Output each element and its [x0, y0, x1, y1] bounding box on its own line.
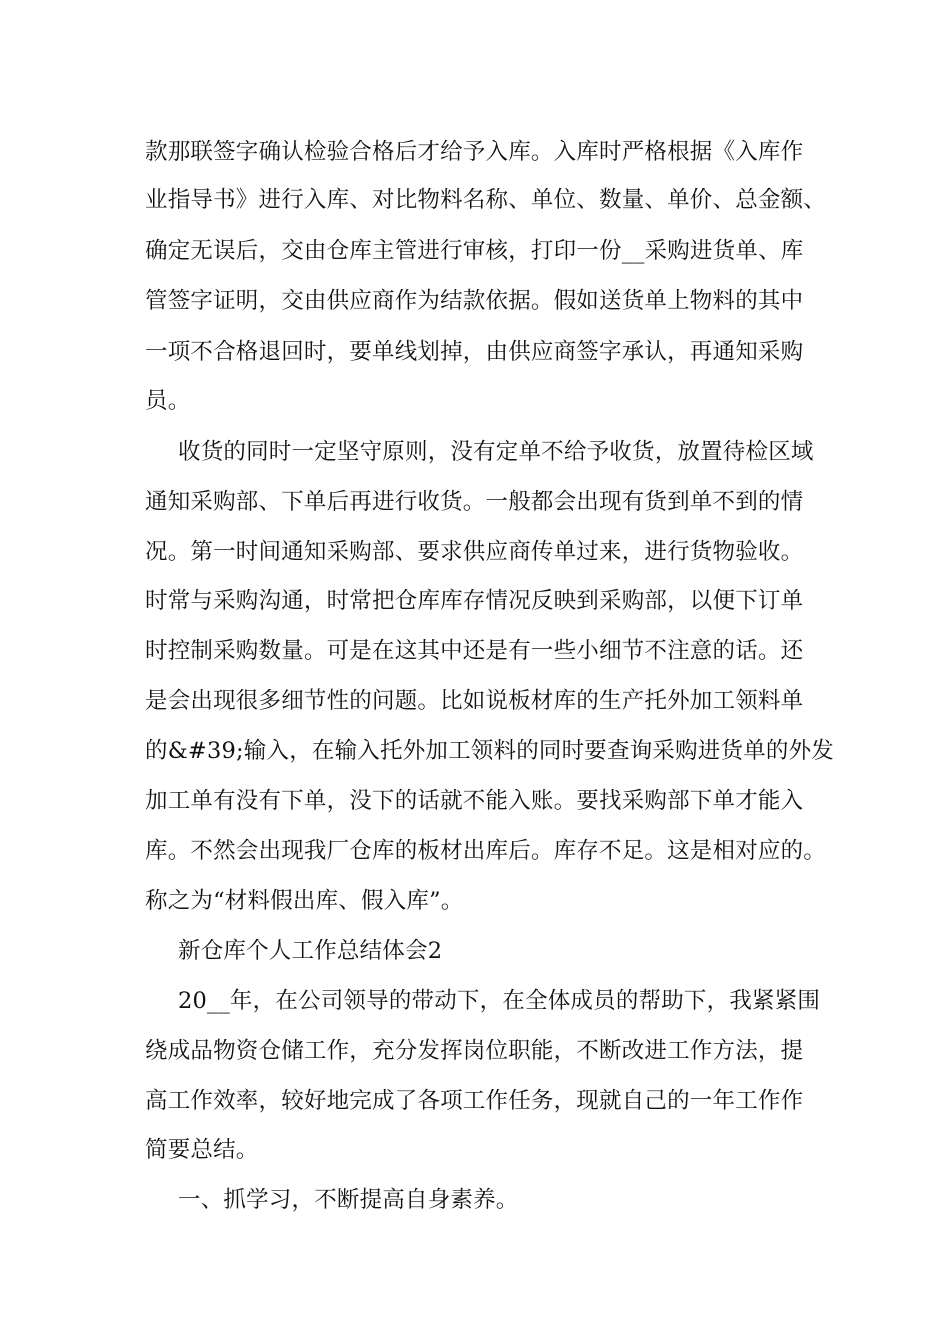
text-line: 业指导书》进行入库、对比物料名称、单位、数量、单价、总金额、 — [145, 187, 827, 213]
text-line: 是会出现很多细节性的问题。比如说板材库的生产托外加工领料单 — [145, 688, 804, 714]
text-line: 加工单有没有下单，没下的话就不能入账。要找采购部下单才能入 — [145, 788, 804, 814]
text-line: 员。 — [145, 388, 191, 414]
text-line: 称之为“材料假出库、假入库”。 — [145, 888, 464, 914]
text-line: 简要总结。 — [145, 1137, 259, 1163]
section-heading: 新仓库个人工作总结体会2 — [178, 938, 443, 964]
text-line: 况。第一时间通知采购部、要求供应商传单过来，进行货物验收。 — [145, 539, 804, 565]
subsection-heading: 一、抓学习，不断提高自身素养。 — [178, 1187, 519, 1213]
text-line: 确定无误后，交由仓库主管进行审核，打印一份__采购进货单、库 — [145, 238, 804, 264]
text-line: 时控制采购数量。可是在这其中还是有一些小细节不注意的话。还 — [145, 638, 804, 664]
text-line: 绕成品物资仓储工作，充分发挥岗位职能，不断改进工作方法，提 — [145, 1038, 804, 1064]
text-line: 高工作效率，较好地完成了各项工作任务，现就自己的一年工作作 — [145, 1088, 804, 1114]
text-line: 库。不然会出现我厂仓库的板材出库后。库存不足。这是相对应的。 — [145, 838, 827, 864]
text-line: 款那联签字确认检验合格后才给予入库。入库时严格根据《入库作 — [145, 139, 804, 165]
paragraph-first-line: 收货的同时一定坚守原则，没有定单不给予收货，放置待检区域 — [178, 439, 814, 465]
paragraph-first-line: 20__年，在公司领导的带动下，在全体成员的帮助下，我紧紧围 — [178, 988, 821, 1014]
text-line: 一项不合格退回时，要单线划掉，由供应商签字承认，再通知采购 — [145, 339, 804, 365]
text-line: 时常与采购沟通，时常把仓库库存情况反映到采购部，以便下订单 — [145, 588, 804, 614]
text-line: 管签字证明，交由供应商作为结款依据。假如送货单上物料的其中 — [145, 288, 804, 314]
text-line: 通知采购部、下单后再进行收货。一般都会出现有货到单不到的情 — [145, 489, 804, 515]
text-line: 的&#39;输入，在输入托外加工领料的同时要查询采购进货单的外发 — [145, 738, 834, 764]
